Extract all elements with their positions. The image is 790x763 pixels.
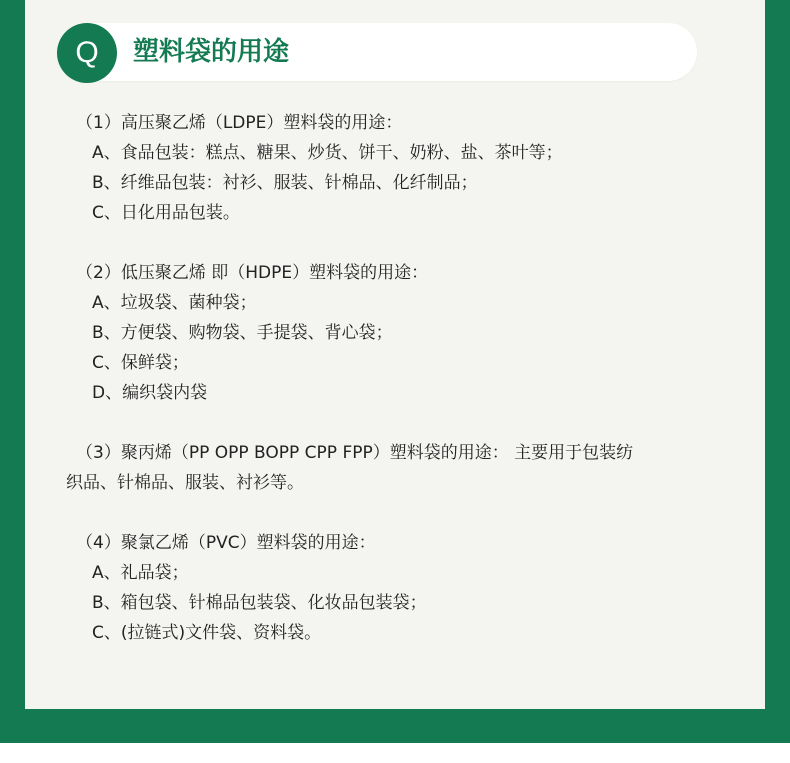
list-item: A、垃圾袋、菌种袋； <box>92 293 257 313</box>
section-1-heading: （1）高压聚乙烯（LDPE）塑料袋的用途： <box>76 113 403 133</box>
list-item: C、(拉链式)文件袋、资料袋。 <box>92 623 322 643</box>
list-item: A、礼品袋； <box>92 563 189 583</box>
list-item: B、方便袋、购物袋、手提袋、背心袋； <box>92 323 393 343</box>
list-item: A、食品包装：糕点、糖果、炒货、饼干、奶粉、盐、茶叶等； <box>92 143 563 163</box>
section-2-heading: （2）低压聚乙烯 即（HDPE）塑料袋的用途： <box>76 263 429 283</box>
page-title: 塑料袋的用途 <box>133 37 290 67</box>
section-3-continuation: 织品、针棉品、服装、衬衫等。 <box>66 473 304 493</box>
section-4-heading: （4）聚氯乙烯（PVC）塑料袋的用途： <box>76 533 376 553</box>
spacer <box>66 498 746 528</box>
section-3-heading: （3）聚丙烯（PP OPP BOPP CPP FPP）塑料袋的用途： 主要用于包装纺 <box>76 443 634 463</box>
list-item: C、日化用品包装。 <box>92 203 240 223</box>
list-item: B、纤维品包装：衬衫、服装、针棉品、化纤制品； <box>92 173 478 193</box>
content-body <box>66 108 746 648</box>
q-badge-icon: Q <box>57 23 117 83</box>
list-item: D、编织袋内袋 <box>92 383 208 403</box>
spacer <box>66 408 746 438</box>
spacer <box>66 228 746 258</box>
list-item: C、保鲜袋； <box>92 353 189 373</box>
list-item: B、箱包袋、针棉品包装袋、化妆品包装袋； <box>92 593 427 613</box>
